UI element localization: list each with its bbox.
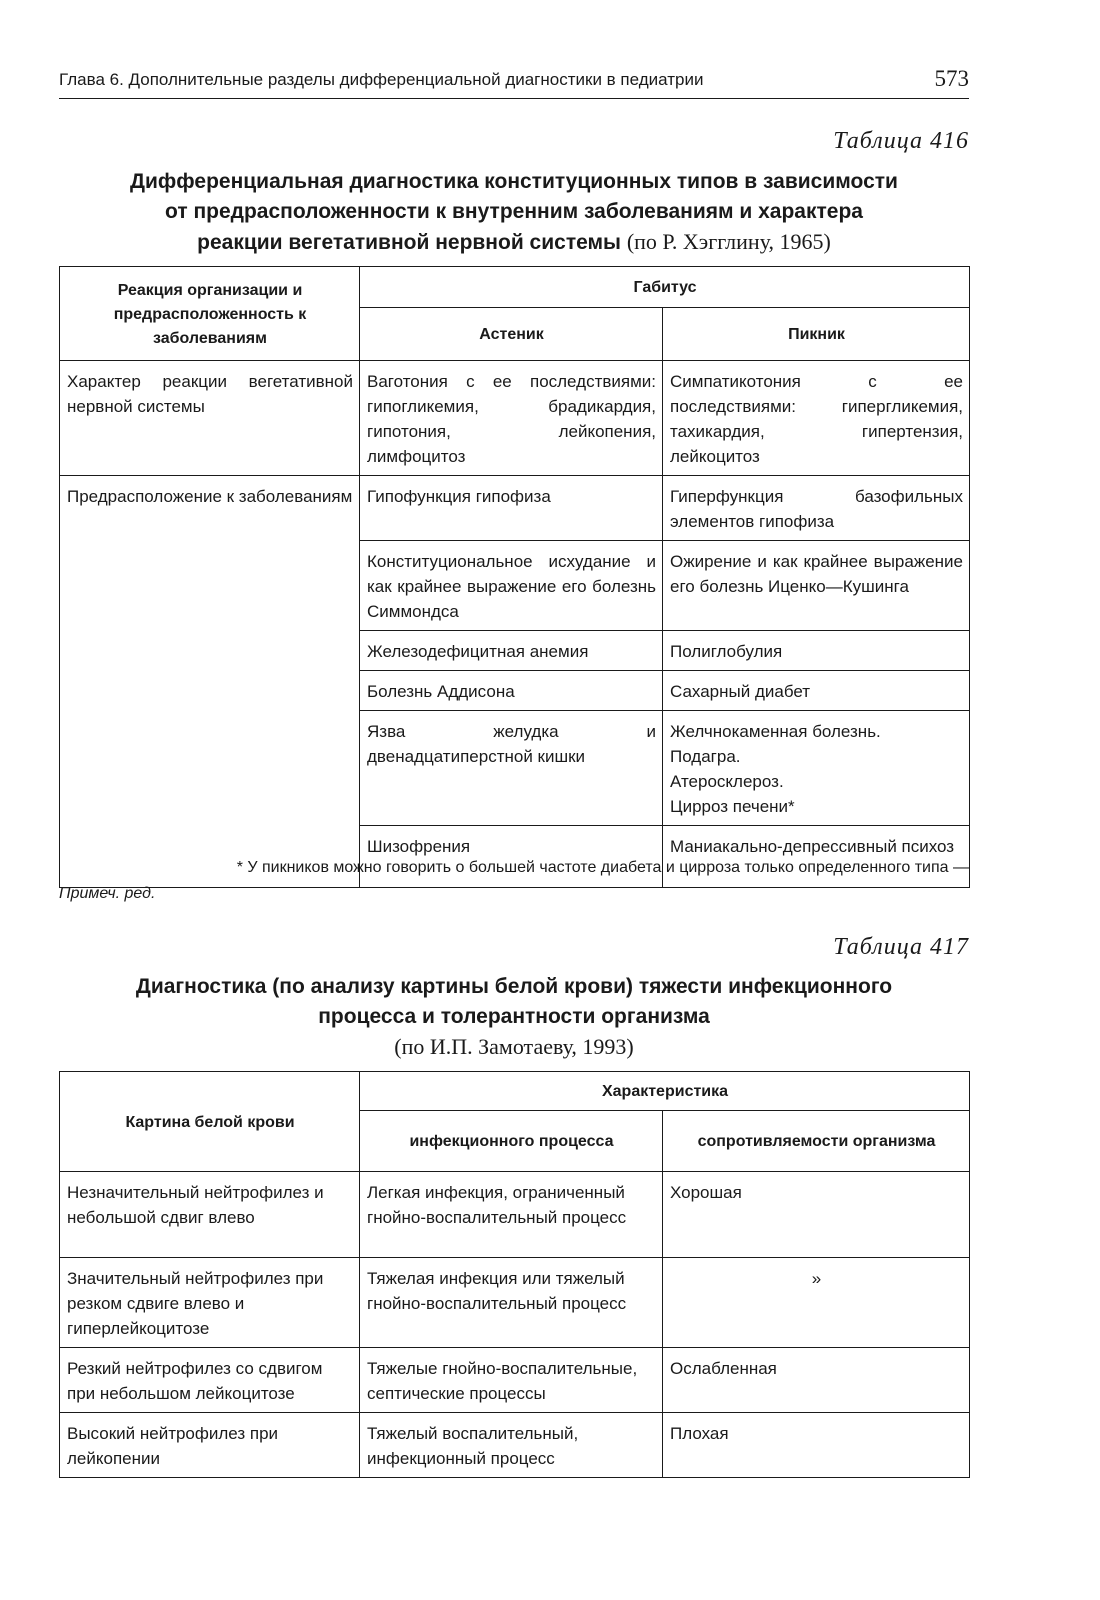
table-416-label: Таблица 416 (833, 128, 969, 154)
cell-resistance: » (663, 1258, 970, 1348)
header-infection: инфекционного процесса (360, 1111, 663, 1172)
cell-resistance: Ослабленная (663, 1348, 970, 1413)
cell-asthenic: Шизофрения (360, 826, 663, 888)
cell-asthenic: Гипофункция гипофиза (360, 476, 663, 541)
cell-picnic: Симпатикотония с ее последствиями: гипергликемия, тахикардия, гипертензия, лейкоцитоз (663, 361, 970, 476)
table-417 (59, 1071, 970, 1478)
cell-blood: Резкий нейтрофилез со сдвигом при небольшом лейкоцитозе (60, 1348, 360, 1413)
table-417-label: Таблица 417 (833, 934, 969, 960)
header-asthenic: Астеник (360, 308, 663, 361)
cell-picnic: Маниакально-депрессивный психоз (663, 826, 970, 888)
cell-picnic: Гиперфункция базофильных элементов гипофиза (663, 476, 970, 541)
cell-picnic: Полиглобулия (663, 631, 970, 671)
table-417-title-line: процесса и толерантности организма (318, 1005, 710, 1028)
cell-blood: Высокий нейтрофилез при лейкопении (60, 1413, 360, 1478)
cell-resistance: Плохая (663, 1413, 970, 1478)
cell-resistance: Хорошая (663, 1172, 970, 1258)
table-416-source: (по Р. Хэгглину, 1965) (626, 229, 831, 254)
cell-asthenic: Железодефицитная анемия (360, 631, 663, 671)
table-417-title (59, 972, 969, 1062)
header-characteristic: Характеристика (360, 1072, 970, 1111)
cell-blood: Значительный нейтрофилез при резком сдвиге влево и гиперлейкоцитозе (60, 1258, 360, 1348)
cell-infection: Тяжелая инфекция или тяжелый гнойно-воспалительный процесс (360, 1258, 663, 1348)
header-resistance: сопротивляемости организма (663, 1111, 970, 1172)
header-habitus: Габитус (360, 267, 970, 308)
cell-picnic: Сахарный диабет (663, 671, 970, 711)
cell-blood: Незначительный нейтрофилез и небольшой сдвиг влево (60, 1172, 360, 1258)
header-reaction: Реакция организации и предрасположенность к заболеваниям (60, 267, 360, 361)
cell-picnic: Желчнокаменная болезнь. Подагра. Атеросклероз. Цирроз печени* (663, 711, 970, 826)
cell-asthenic: Язва желудка и двенадцатиперстной кишки (360, 711, 663, 826)
table-416-title-line: от предрасположенности к внутренним заболеваниям и характера (165, 200, 863, 223)
cell-infection: Легкая инфекция, ограниченный гнойно-воспалительный процесс (360, 1172, 663, 1258)
table-416-title (59, 167, 969, 258)
row-label-reaction: Характер реакции вегетативной нервной системы (60, 361, 360, 476)
cell-asthenic: Болезнь Аддисона (360, 671, 663, 711)
table-416 (59, 266, 970, 888)
table-417-source: (по И.П. Замотаеву, 1993) (394, 1034, 634, 1059)
table-416-title-line (59, 227, 969, 258)
cell-asthenic: Конституциональное исхудание и как крайнее выражение его болезнь Симмондса (360, 541, 663, 631)
chapter-title: Глава 6. Дополнительные разделы дифференциальной диагностики в педиатрии (59, 70, 704, 89)
cell-asthenic: Ваготония с ее последствиями: гипогликемия, брадикардия, гипотония, лейкопения, лимфоцитоз (360, 361, 663, 476)
cell-picnic: Ожирение и как крайнее выражение его болезнь Иценко—Кушинга (663, 541, 970, 631)
footnote-text: * У пикников можно говорить о большей частоте диабета и цирроза только определенного типа — (236, 859, 969, 876)
page-number: 573 (934, 66, 969, 91)
footnote (59, 855, 969, 907)
table-416-title-line3: реакции вегетативной нервной системы (197, 231, 621, 254)
cell-infection: Тяжелый воспалительный, инфекционный процесс (360, 1413, 663, 1478)
header-picnic: Пикник (663, 308, 970, 361)
table-416-title-line: Дифференциальная диагностика конституционных типов в зависимости (130, 170, 898, 193)
running-head (59, 66, 969, 99)
row-label-predisposition: Предрасположение к заболеваниям (60, 476, 360, 888)
table-417-title-line: Диагностика (по анализу картины белой крови) тяжести инфекционного (135, 975, 893, 998)
footnote-editor-note: Примеч. ред. (59, 885, 156, 902)
cell-infection: Тяжелые гнойно-воспалительные, септические процессы (360, 1348, 663, 1413)
header-blood-picture: Картина белой крови (60, 1072, 360, 1172)
